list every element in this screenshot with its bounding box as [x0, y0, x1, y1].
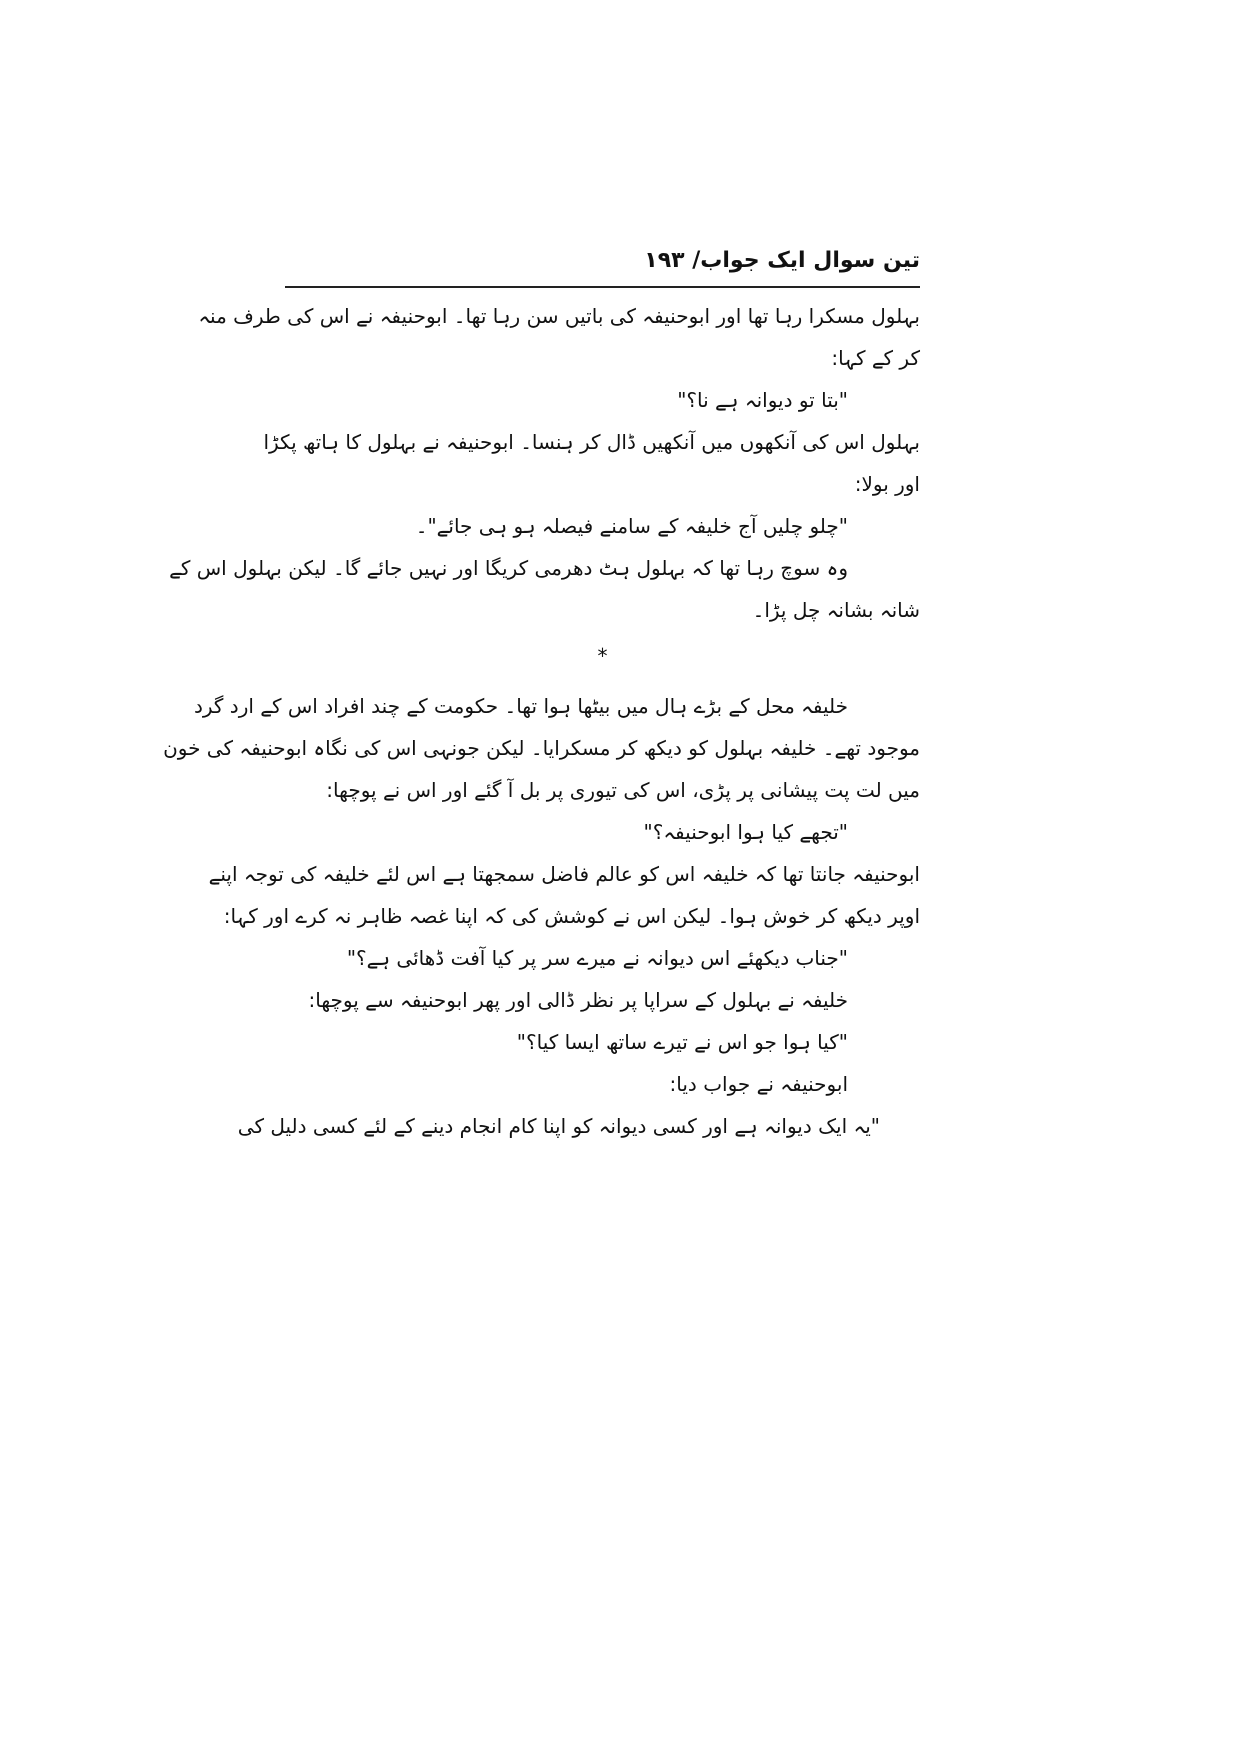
text-line: بہلول اس کی آنکھوں میں آنکھیں ڈال کر ہنسا۔ ابوحنیفہ نے بہلول کا ہاتھ پکڑا	[263, 430, 920, 454]
header-title: تین سوال ایک جواب/ ۱۹۳	[644, 248, 920, 273]
section-break: *	[597, 644, 608, 668]
header-rule	[285, 286, 920, 288]
running-header	[285, 248, 920, 284]
text-line: ابوحنیفہ جانتا تھا کہ خلیفہ اس کو عالم فاضل سمجھتا ہے اس لئے خلیفہ کی توجہ اپنے	[208, 862, 920, 886]
dialogue-line: "تجھے کیا ہوا ابوحنیفہ؟"	[643, 820, 848, 844]
text-line: میں لت پت پیشانی پر پڑی، اس کی تیوری پر بل آ گئے اور اس نے پوچھا:	[326, 778, 920, 802]
dialogue-line: "کیا ہوا جو اس نے تیرے ساتھ ایسا کیا؟"	[516, 1030, 848, 1054]
dialogue-line: "یہ ایک دیوانہ ہے اور کسی دیوانہ کو اپنا کام انجام دینے کے لئے کسی دلیل کی	[237, 1114, 880, 1138]
text-line: خلیفہ محل کے بڑے ہال میں بیٹھا ہوا تھا۔ حکومت کے چند افراد اس کے ارد گرد	[193, 694, 848, 718]
text-line: شانہ بشانہ چل پڑا۔	[752, 598, 920, 622]
dialogue-line: "بتا تو دیوانہ ہے نا؟"	[677, 388, 848, 412]
text-line: کر کے کہا:	[831, 346, 920, 370]
text-line: اوپر دیکھ کر خوش ہوا۔ لیکن اس نے کوشش کی کہ اپنا غصہ ظاہر نہ کرے اور کہا:	[223, 904, 920, 928]
text-line: اور بولا:	[854, 472, 920, 496]
text-line: بہلول مسکرا رہا تھا اور ابوحنیفہ کی باتیں سن رہا تھا۔ ابوحنیفہ نے اس کی طرف منہ	[198, 304, 920, 328]
text-line: موجود تھے۔ خلیفہ بہلول کو دیکھ کر مسکرایا۔ لیکن جونہی اس کی نگاہ ابوحنیفہ کی خون	[163, 736, 920, 760]
text-line: ابوحنیفہ نے جواب دیا:	[669, 1072, 848, 1096]
dialogue-line: "چلو چلیں آج خلیفہ کے سامنے فیصلہ ہو ہی جائے"۔	[415, 514, 848, 538]
text-line: وہ سوچ رہا تھا کہ بہلول ہٹ دھرمی کریگا اور نہیں جائے گا۔ لیکن بہلول اس کے	[169, 556, 848, 580]
dialogue-line: "جناب دیکھئے اس دیوانہ نے میرے سر پر کیا آفت ڈھائی ہے؟"	[346, 946, 848, 970]
text-line: خلیفہ نے بہلول کے سراپا پر نظر ڈالی اور پھر ابوحنیفہ سے پوچھا:	[308, 988, 848, 1012]
